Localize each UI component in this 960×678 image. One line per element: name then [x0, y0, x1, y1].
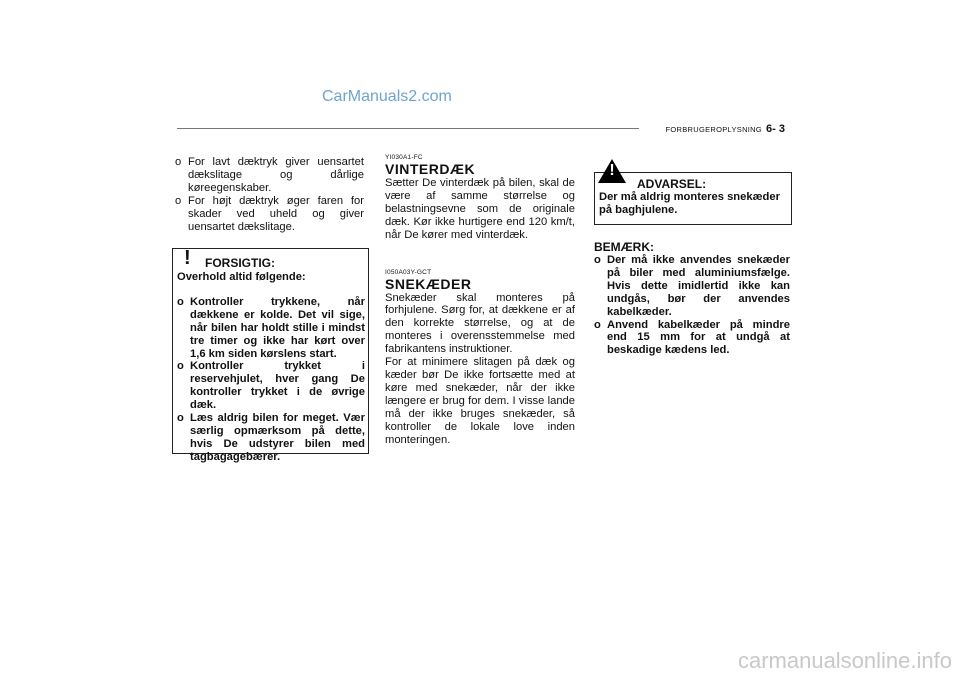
warning-triangle-icon — [598, 159, 626, 183]
exclamation-glyph: ! — [184, 247, 191, 269]
list-item — [177, 412, 365, 464]
paragraph: Sætter De vinterdæk på bilen, skal de være af samme størrelse og belastningsevne som de originale dæk. Kør ikke hurtigere end 120 km/t, når De kører med vinterdæk. — [385, 177, 575, 241]
caution-title: FORSIGTIG: — [205, 256, 275, 270]
list-item-text: Kontroller trykket i reservehjulet, hver gang De kontroller trykket i de øvrige dæk. — [190, 360, 365, 412]
page-number: 6- 3 — [766, 123, 785, 135]
warning-triangle-icon — [184, 248, 191, 268]
bullet: o — [177, 295, 184, 308]
paragraph: For at minimere slitagen på dæk og kæder bør De ikke fortsætte med at køre med snekæder, når der ikke længere er brug for dem. I visse lande må der ikke bruges snekæder, så kontroller de lokale love inden monteringen. — [385, 356, 575, 446]
caution-box — [172, 247, 369, 463]
list-item — [175, 195, 364, 234]
column-2 — [385, 154, 575, 446]
exclamation-glyph: ! — [609, 162, 615, 179]
bullet: o — [594, 254, 601, 266]
list-item-text: Der må ikke anvendes snekæder på biler med aluminiumsfælge. Hvis dette imidlertid ikke kan undgås, bør der anvendes kabelkæder. — [607, 254, 790, 318]
list-item-text: Læs aldrig bilen for meget. Vær særlig opmærksom på dette, hvis De udstyrer bilen med tagbagagebærer. — [190, 412, 365, 463]
caution-intro: Overhold altid følgende: — [177, 271, 306, 283]
list-item — [594, 319, 790, 358]
list-item — [177, 360, 365, 412]
section-code: I050A03Y-GCT — [385, 268, 432, 276]
paragraph: Snekæder skal monteres på forhjulene. Sørg for, at dækkene er af den korrekte størrelse, og at de monteres i overensstemmelse med fabrikantens instruktioner. — [385, 291, 575, 356]
page-header — [666, 123, 786, 135]
warning-text: Der må aldrig monteres snekæder på baghjulene. — [599, 191, 780, 216]
column-1 — [175, 156, 364, 233]
list-item-text: For lavt dæktryk giver uensartet dækslitage og dårlige køreegenskaber. — [188, 156, 364, 194]
watermark-top[interactable]: CarManuals2.com — [322, 88, 452, 105]
list-item — [594, 254, 790, 319]
bullet: o — [175, 194, 182, 207]
section-code: YI030A1-FC — [385, 154, 423, 161]
caution-body — [177, 271, 365, 464]
note-title: BEMÆRK: — [594, 240, 654, 254]
bullet: o — [177, 412, 184, 425]
list-item — [177, 296, 365, 361]
bullet: o — [175, 156, 182, 168]
bullet: o — [594, 318, 601, 331]
list-item-text: Anvend kabelkæder på mindre end 15 mm for at undgå at beskadige kædens led. — [607, 318, 790, 357]
bullet: o — [177, 360, 184, 373]
section-title: FORBRUGEROPLYSNING — [665, 125, 763, 134]
watermark-bottom[interactable]: carmanualsonline.info — [737, 648, 952, 673]
header-rule — [177, 128, 639, 129]
warning-title: ADVARSEL: — [637, 177, 707, 191]
list-item-text: For højt dæktryk øger faren for skader ved uheld og giver uensartet dækslitage. — [188, 194, 364, 233]
note-section — [594, 240, 790, 357]
list-item-text: Kontroller trykkene, når dækkene er kolde. Det vil sige, når bilen har holdt stille i mindst tre timer og ikke har kørt over 1,6 km siden kørslens start. — [190, 295, 365, 360]
section-heading: VINTERDÆK — [385, 161, 476, 177]
section-heading: SNEKÆDER — [385, 275, 472, 292]
list-item — [175, 156, 364, 195]
warning-box — [594, 162, 792, 225]
